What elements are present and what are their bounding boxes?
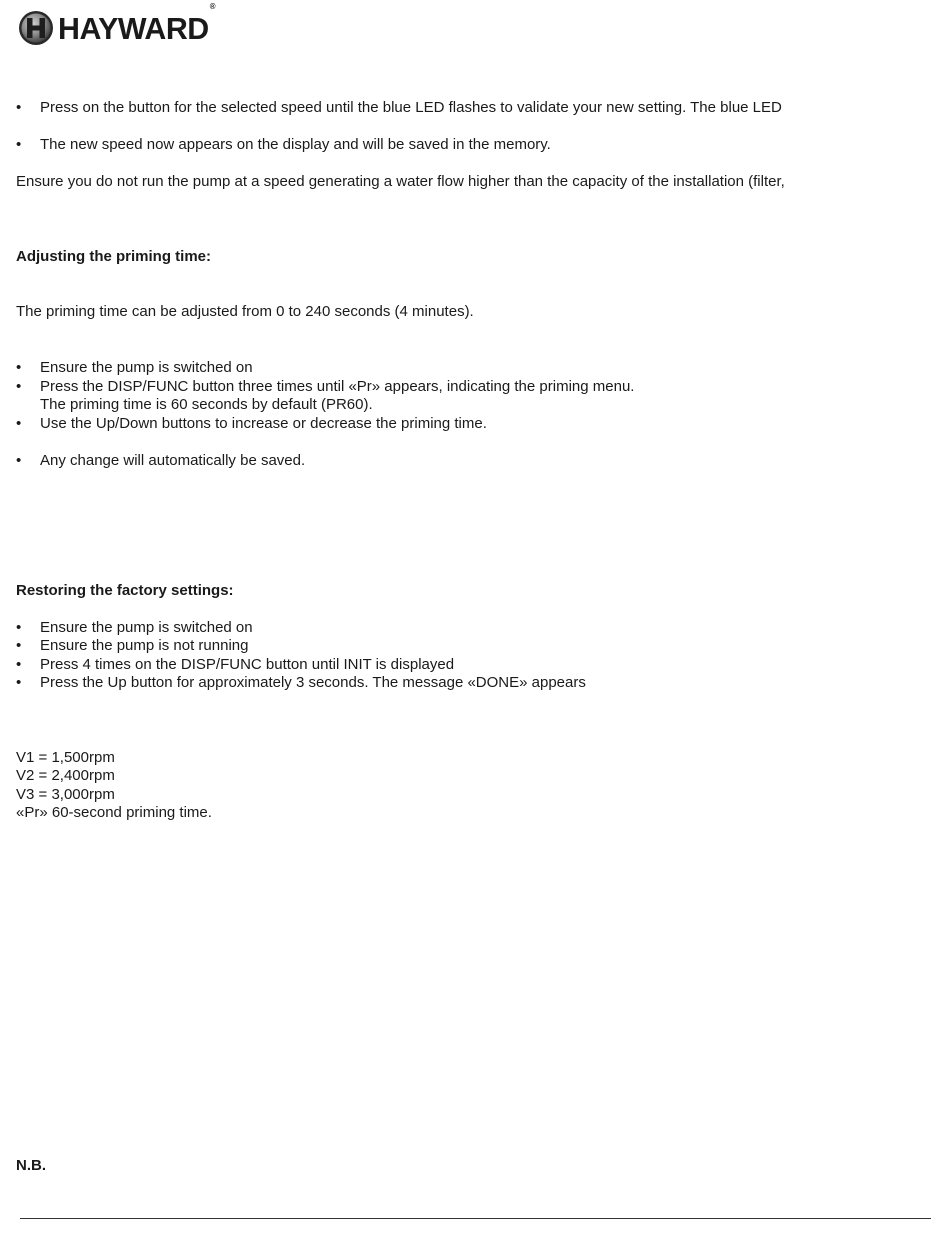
hayward-h-emblem-icon — [18, 10, 54, 46]
bullet-icon: • — [16, 452, 22, 469]
default-value-line: V3 = 3,000rpm — [16, 786, 115, 803]
note-label: N.B. — [16, 1157, 46, 1174]
list-item — [16, 637, 248, 655]
list-item — [16, 359, 253, 377]
list-item-continuation: The priming time is 60 seconds by default (PR60). — [40, 396, 373, 413]
list-item-text: Press the Up button for approximately 3 seconds. The message «DONE» appears — [40, 674, 586, 691]
bullet-icon: • — [16, 359, 22, 376]
list-item-text: Ensure the pump is switched on — [40, 619, 253, 636]
bullet-icon: • — [16, 619, 22, 636]
bullet-icon: • — [16, 378, 22, 395]
brand-wordmark: HAYWARD® — [58, 1, 216, 46]
list-item — [16, 378, 634, 396]
list-item-text: Use the Up/Down buttons to increase or decrease the priming time. — [40, 415, 487, 432]
priming-intro: The priming time can be adjusted from 0 to 240 seconds (4 minutes). — [16, 303, 474, 320]
list-item — [16, 99, 782, 117]
bullet-icon: • — [16, 136, 22, 153]
list-item — [16, 656, 454, 674]
default-value-line: V1 = 1,500rpm — [16, 749, 115, 766]
bullet-icon: • — [16, 656, 22, 673]
bullet-icon: • — [16, 415, 22, 432]
list-item — [16, 619, 253, 637]
default-value-line: V2 = 2,400rpm — [16, 767, 115, 784]
list-item — [16, 674, 586, 692]
section-heading-priming: Adjusting the priming time: — [16, 248, 211, 265]
list-item-text: Any change will automatically be saved. — [40, 452, 306, 469]
list-item-text: Press 4 times on the DISP/FUNC button until INIT is displayed — [40, 656, 455, 673]
list-item — [16, 452, 305, 470]
list-item-text: Press the DISP/FUNC button three times until «Pr» appears, indicating the priming menu. — [40, 378, 635, 395]
list-item-text: Ensure the pump is not running — [40, 637, 249, 654]
list-item — [16, 415, 487, 433]
list-item-text: The new speed now appears on the display and will be saved in the memory. — [40, 136, 551, 153]
default-value-line: «Pr» 60-second priming time. — [16, 804, 212, 821]
bullet-icon: • — [16, 637, 22, 654]
footer-divider — [20, 1218, 931, 1219]
list-item-text: Ensure the pump is switched on — [40, 359, 253, 376]
bullet-icon: • — [16, 99, 22, 116]
registered-mark: ® — [209, 1, 216, 11]
list-item — [16, 136, 551, 154]
list-item-text: Press on the button for the selected speed until the blue LED flashes to validate your new setting. The blue LED — [40, 99, 782, 116]
section-heading-factory: Restoring the factory settings: — [16, 582, 234, 599]
hayward-logo — [18, 1, 218, 47]
warning-paragraph: Ensure you do not run the pump at a speed generating a water flow higher than the capacity of the installation (filter, — [16, 173, 785, 190]
bullet-icon: • — [16, 674, 22, 691]
